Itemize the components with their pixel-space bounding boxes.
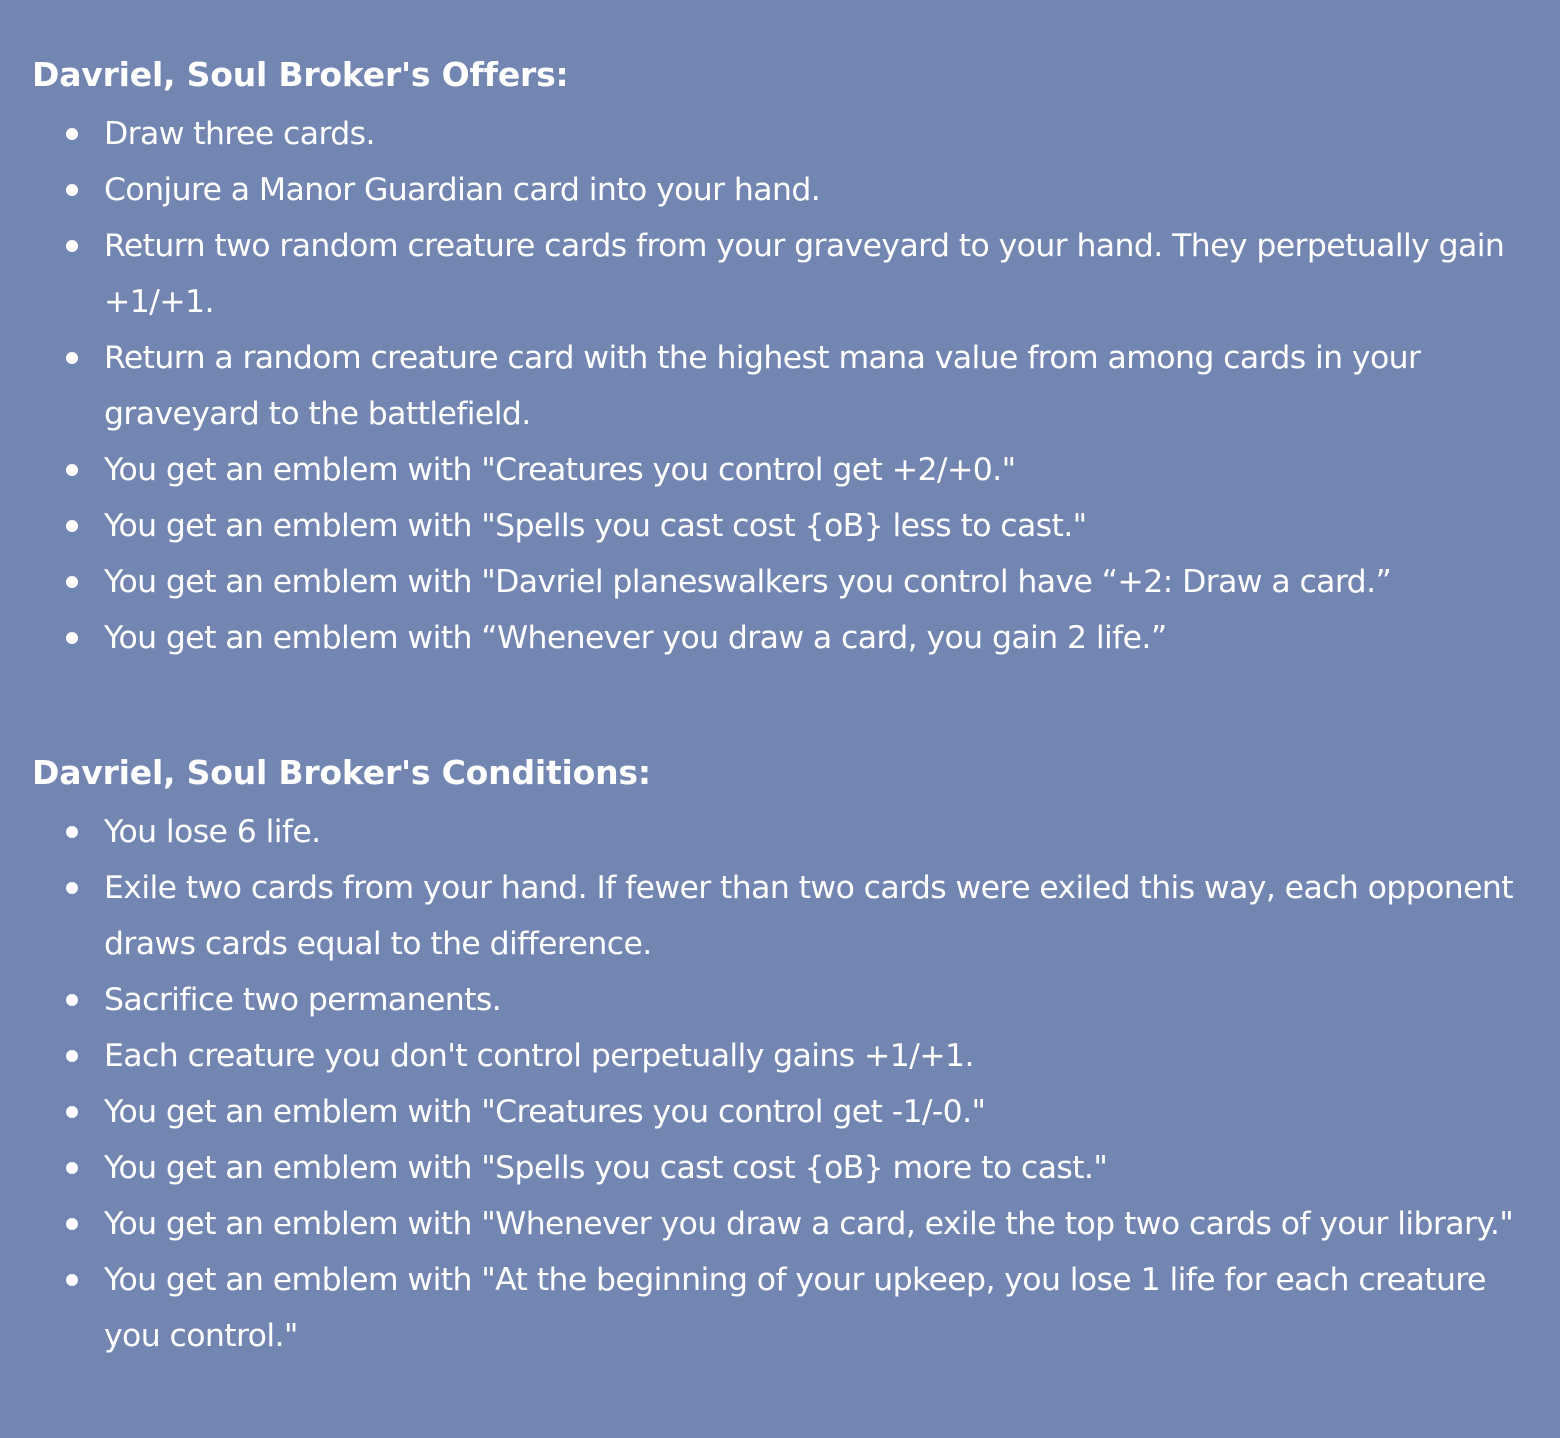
conditions-section	[32, 748, 1560, 1364]
condition-item	[32, 860, 1560, 972]
bullet-icon	[66, 826, 78, 838]
condition-text: Each creature you don't control perpetually gains +1/+1.	[104, 1038, 974, 1074]
offer-text: You get an emblem with "Davriel planeswalkers you control have “+2: Draw a card.”	[104, 564, 1392, 600]
bullet-icon	[66, 520, 78, 532]
offers-heading: Davriel, Soul Broker's Offers:	[32, 55, 569, 94]
condition-item	[32, 1084, 1560, 1140]
conditions-heading: Davriel, Soul Broker's Conditions:	[32, 753, 651, 792]
condition-text: You get an emblem with "At the beginning of your upkeep, you lose 1 life for each creature you control."	[104, 1262, 1486, 1354]
offer-item	[32, 610, 1560, 666]
offer-item	[32, 498, 1560, 554]
condition-text: You get an emblem with "Spells you cast cost {oB} more to cast."	[104, 1150, 1108, 1186]
offers-list	[32, 106, 1560, 666]
condition-text: You get an emblem with "Creatures you control get -1/-0."	[104, 1094, 986, 1130]
bullet-icon	[66, 464, 78, 476]
bullet-icon	[66, 352, 78, 364]
condition-item	[32, 1252, 1560, 1364]
bullet-icon	[66, 632, 78, 644]
bullet-icon	[66, 184, 78, 196]
conditions-list	[32, 804, 1560, 1364]
offer-text: Return two random creature cards from your graveyard to your hand. They perpetually gain +1/+1.	[104, 228, 1505, 320]
offer-item	[32, 162, 1560, 218]
bullet-icon	[66, 994, 78, 1006]
bullet-icon	[66, 240, 78, 252]
bullet-icon	[66, 576, 78, 588]
offer-text: Draw three cards.	[104, 116, 375, 152]
offer-text: You get an emblem with "Creatures you control get +2/+0."	[104, 452, 1016, 488]
bullet-icon	[66, 128, 78, 140]
bullet-icon	[66, 1218, 78, 1230]
section-spacer	[32, 666, 1560, 748]
bullet-icon	[66, 1162, 78, 1174]
bullet-icon	[66, 1274, 78, 1286]
offer-text: Return a random creature card with the highest mana value from among cards in your graveyard to the battlefield.	[104, 340, 1421, 432]
offer-text: Conjure a Manor Guardian card into your hand.	[104, 172, 821, 208]
bullet-icon	[66, 1050, 78, 1062]
condition-text: Sacrifice two permanents.	[104, 982, 502, 1018]
offer-text: You get an emblem with “Whenever you draw a card, you gain 2 life.”	[104, 620, 1167, 656]
condition-item	[32, 1028, 1560, 1084]
condition-text: Exile two cards from your hand. If fewer than two cards were exiled this way, each opponent draws cards equal to the difference.	[104, 870, 1514, 962]
condition-item	[32, 1140, 1560, 1196]
offers-section	[32, 50, 1560, 666]
offer-item	[32, 218, 1560, 330]
bullet-icon	[66, 882, 78, 894]
condition-item	[32, 804, 1560, 860]
offer-item	[32, 554, 1560, 610]
condition-text: You lose 6 life.	[104, 814, 321, 850]
condition-item	[32, 972, 1560, 1028]
condition-item	[32, 1196, 1560, 1252]
offer-item	[32, 330, 1560, 442]
offer-item	[32, 442, 1560, 498]
condition-text: You get an emblem with "Whenever you draw a card, exile the top two cards of your library."	[104, 1206, 1514, 1242]
bullet-icon	[66, 1106, 78, 1118]
offer-item	[32, 106, 1560, 162]
offer-text: You get an emblem with "Spells you cast cost {oB} less to cast."	[104, 508, 1087, 544]
